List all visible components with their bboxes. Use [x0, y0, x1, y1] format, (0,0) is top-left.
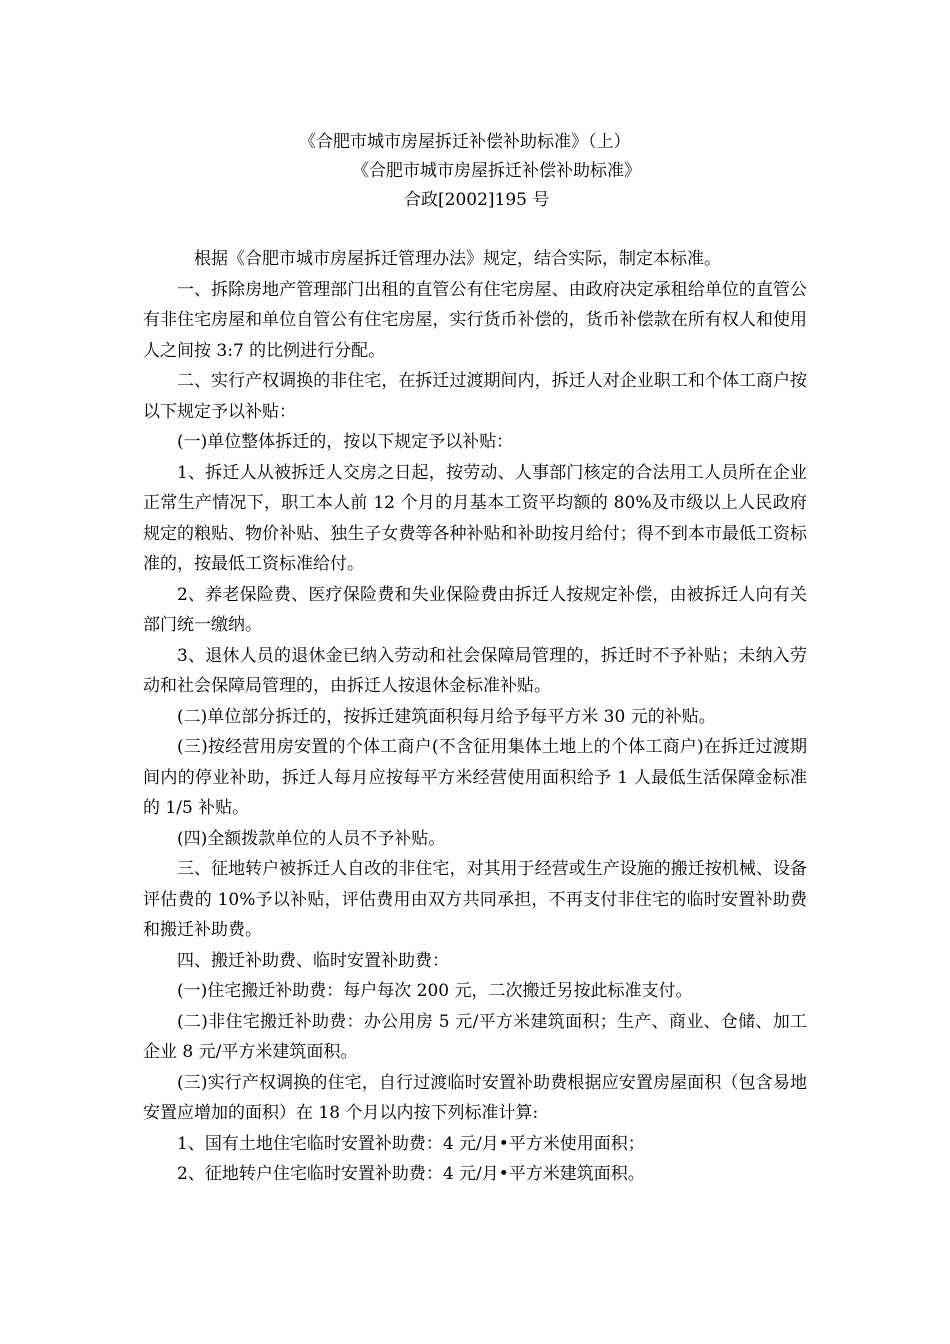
paragraph-intro: 根据《合肥市城市房屋拆迁管理办法》规定，结合实际，制定本标准。: [194, 249, 721, 269]
paragraph-section-4-item-3-2: 2、征地转户住宅临时安置补助费：4 元/月•平方米建筑面积。: [177, 1164, 645, 1184]
paragraph-section-1: 一、拆除房地产管理部门出租的直管公有住宅房屋、由政府决定承租给单位的直管公有非住宅房屋和单位自管公有住宅房屋，实行货币补偿的，货币补偿款在所有权人和使用人之间按 3:7 的比例进行分配。: [143, 279, 807, 361]
paragraph-section-2-item-2: (二)单位部分拆迁的，按拆迁建筑面积每月给予每平方米 30 元的补贴。: [177, 706, 716, 727]
paragraph-section-2-item-4: (四)全额拨款单位的人员不予补贴。: [177, 828, 446, 849]
paragraph-section-4-item-3: (三)实行产权调换的住宅，自行过渡临时安置补助费根据应安置房屋面积（包含易地安置应增加的面积）在 18 个月以内按下列标准计算:: [143, 1072, 807, 1123]
paragraph-section-4: 四、搬迁补助费、临时安置补助费：: [177, 950, 449, 971]
paragraph-section-2-item-3: (三)按经营用房安置的个体工商户(不含征用集体土地上的个体工商户)在拆迁过渡期间内的停业补助，拆迁人每月应按每平方米经营使用面积给予 1 人最低生活保障金标准的 1/5 补贴。: [143, 737, 807, 818]
paragraph-section-3: 三、征地转户被拆迁人自改的非住宅，对其用于经营或生产设施的搬迁按机械、设备评估费的 10%予以补贴，评估费用由双方共同承担，不再支付非住宅的临时安置补助费和搬迁补助费。: [143, 859, 807, 940]
document-body: [143, 244, 807, 1190]
paragraph-section-2-item-1-3: 3、退休人员的退休金已纳入劳动和社会保障局管理的，拆迁时不予补贴；未纳入劳动和社会保障局管理的，由拆迁人按退休金标准补贴。: [143, 645, 807, 696]
document-number: 合政[2002]195 号: [404, 190, 550, 210]
paragraph-section-2: 二、实行产权调换的非住宅，在拆迁过渡期间内，拆迁人对企业职工和个体工商户按以下规定予以补贴：: [143, 371, 807, 422]
paragraph-section-2-item-1-2: 2、养老保险费、医疗保险费和失业保险费由拆迁人按规定补偿，由被拆迁人向有关部门统一缴纳。: [143, 584, 807, 635]
paragraph-section-2-item-1-1: 1、拆迁人从被拆迁人交房之日起，按劳动、人事部门核定的合法用工人员所在企业正常生产情况下，职工本人前 12 个月的月基本工资平均额的 80%及市级以上人民政府规定的粮贴、物价补贴、独生子女费等各种补贴和补助按月给付；得不到本市最低工资标准的，按最低工资标准给付。: [143, 462, 807, 574]
document-title: 《合肥市城市房屋拆迁补偿补助标准》（上）: [299, 132, 631, 152]
document-subtitle: 《合肥市城市房屋拆迁补偿补助标准》: [352, 161, 641, 181]
paragraph-section-4-item-1: (一)住宅搬迁补助费：每户每次 200 元，二次搬迁另按此标准支付。: [177, 981, 693, 1001]
paragraph-section-4-item-3-1: 1、国有土地住宅临时安置补助费：4 元/月•平方米使用面积；: [177, 1133, 645, 1154]
paragraph-section-4-item-2: (二)非住宅搬迁补助费：办公用房 5 元/平方米建筑面积；生产、商业、仓储、加工企业 8 元/平方米建筑面积。: [143, 1011, 807, 1062]
paragraph-section-2-item-1: (一)单位整体拆迁的，按以下规定予以补贴：: [177, 432, 514, 452]
